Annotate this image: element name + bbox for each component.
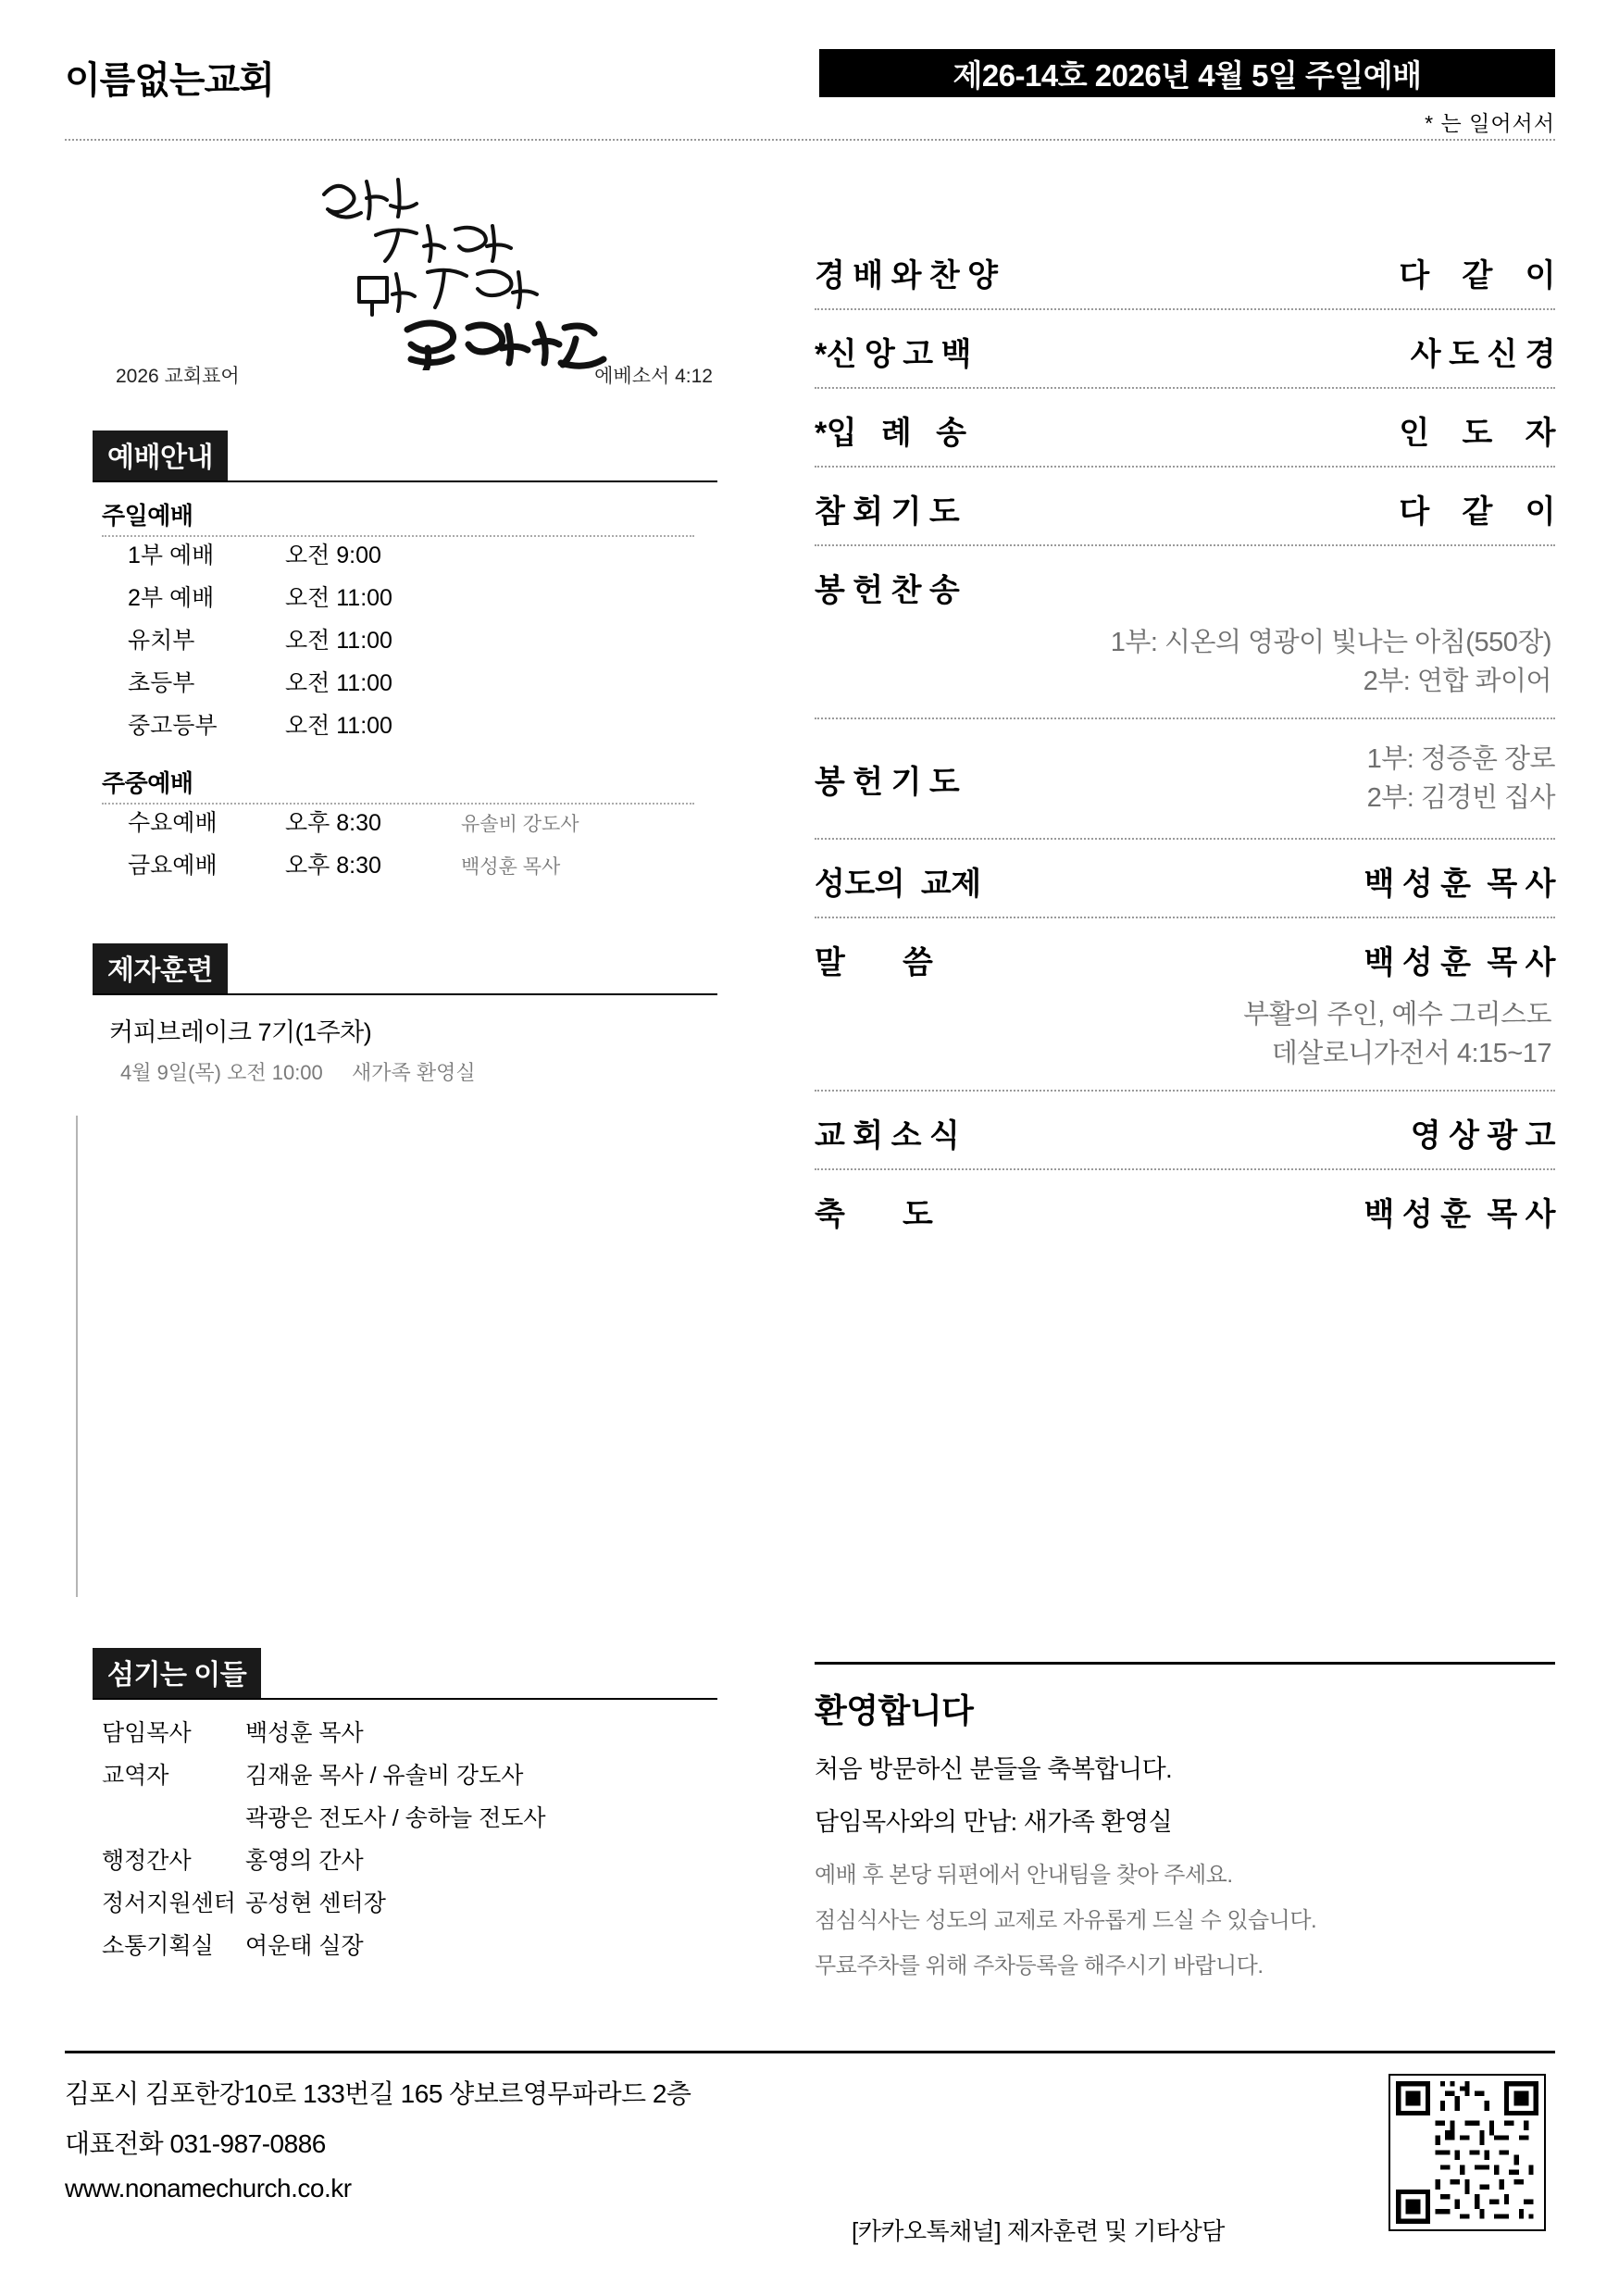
footer-address: 김포시 김포한강10로 133번길 165 샹보르영무파라드 2층 — [65, 2079, 691, 2108]
discipleship-date: 4월 9일(목) 오전 10:00 — [120, 1061, 323, 1084]
sunday-service-row — [128, 622, 768, 665]
weekday-service-row — [128, 847, 768, 890]
worship-info-section — [65, 430, 768, 890]
left-vertical-rule — [76, 1116, 78, 1597]
sunday-service-time: 오전 9:00 — [285, 543, 381, 568]
order-item — [815, 544, 1555, 718]
sunday-service-name: 1부 예배 — [128, 543, 215, 568]
servers-underline — [93, 1698, 717, 1700]
welcome-lines — [815, 1749, 1555, 1838]
order-leader: 사 도 신 경 — [1410, 337, 1555, 372]
order-title: 교 회 소 식 — [815, 1118, 960, 1154]
welcome-note: 점심식사는 성도의 교제로 자유롭게 드실 수 있습니다. — [815, 1908, 1317, 1933]
order-of-worship — [815, 231, 1555, 1247]
welcome-section — [815, 1662, 1555, 1979]
footer-website[interactable]: www.nonamechurch.co.kr — [65, 2174, 352, 2202]
slogan-year-label: 2026 교회표어 — [116, 366, 240, 387]
order-item — [815, 718, 1555, 838]
server-row — [102, 1928, 796, 1970]
server-role: 교역자 — [102, 1763, 169, 1789]
page-footer — [65, 2074, 1555, 2216]
left-column — [65, 162, 768, 1086]
welcome-divider — [815, 1662, 1555, 1665]
discipleship-title: 제자훈련 — [93, 943, 228, 993]
server-name: 곽광은 전도사 / 송하늘 전도사 — [245, 1805, 546, 1831]
servers-list — [65, 1715, 796, 1970]
issue-banner: 제26-14호 2026년 4월 5일 주일예배 — [819, 49, 1555, 97]
page-header — [65, 51, 1555, 135]
order-item — [815, 917, 1555, 1090]
weekday-service-person: 백성훈 목사 — [461, 856, 561, 878]
order-leader: 영 상 광 고 — [1410, 1118, 1555, 1154]
order-item — [815, 1168, 1555, 1247]
order-item — [815, 387, 1555, 466]
server-row — [102, 1842, 796, 1885]
sunday-service-name: 2부 예배 — [128, 585, 215, 611]
order-title: 성도의 교제 — [815, 867, 981, 903]
standing-note: * 는 일어서서 — [1425, 111, 1555, 135]
worship-info-title: 예배안내 — [93, 430, 228, 480]
order-leader: 백 성 훈 목 사 — [1364, 1197, 1555, 1233]
server-name: 백성훈 목사 — [245, 1720, 364, 1746]
footer-divider — [65, 2051, 1555, 2053]
order-leader: 백 성 훈 목 사 — [1364, 945, 1555, 981]
order-title: *입 례 송 — [815, 416, 966, 451]
weekday-service-row — [128, 805, 768, 847]
slogan-bible-reference: 에베소서 4:12 — [594, 366, 713, 387]
order-title: *신 앙 고 백 — [815, 337, 971, 372]
weekday-service-list — [65, 805, 768, 890]
sunday-service-row — [128, 537, 768, 580]
order-leader: 인 도 자 — [1399, 416, 1555, 451]
order-item — [815, 838, 1555, 917]
weekday-service-person: 유솔비 강도사 — [461, 814, 579, 835]
weekday-service-label: 주중예배 — [102, 769, 193, 797]
servers-section — [65, 1648, 796, 1970]
sunday-service-row — [128, 707, 768, 750]
server-name: 공성현 센터장 — [245, 1890, 386, 1916]
server-name: 홍영의 간사 — [245, 1848, 364, 1874]
order-title: 봉 헌 찬 송 — [815, 573, 960, 608]
order-detail-line: 부활의 주인, 예수 그리스도 — [1243, 1000, 1551, 1030]
server-row — [102, 1715, 796, 1757]
footer-phone: 대표전화 031-987-0886 — [65, 2129, 326, 2158]
order-title: 참 회 기 도 — [815, 494, 960, 530]
order-leader: 다 같 이 — [1399, 494, 1555, 530]
order-title: 봉 헌 기 도 — [815, 764, 960, 800]
order-leader: 다 같 이 — [1399, 258, 1555, 293]
server-role: 담임목사 — [102, 1720, 192, 1746]
welcome-notes — [815, 1856, 1555, 1979]
sunday-service-row — [128, 665, 768, 707]
church-name: 이름없는교회 — [65, 60, 274, 101]
discipleship-program: 커피브레이크 7기(1주차) — [109, 1018, 372, 1046]
order-item — [815, 308, 1555, 387]
worship-info-underline — [93, 480, 717, 482]
server-row — [102, 1885, 796, 1928]
sunday-service-name: 유치부 — [128, 628, 195, 654]
order-detail-line: 2부: 연합 콰이어 — [1363, 667, 1551, 697]
order-detail-line: 1부: 시온의 영광이 빛나는 아침(550장) — [1110, 628, 1551, 657]
weekday-service-name: 수요예배 — [128, 810, 218, 836]
server-role: 행정간사 — [102, 1848, 192, 1874]
sunday-service-time: 오전 11:00 — [285, 585, 392, 611]
weekday-service-time: 오후 8:30 — [285, 810, 381, 836]
order-detail-line: 1부: 정증훈 장로 — [1366, 744, 1555, 775]
slogan-calligraphy-icon — [287, 157, 620, 370]
order-item — [815, 1090, 1555, 1168]
discipleship-underline — [93, 993, 717, 995]
discipleship-place: 새가족 환영실 — [352, 1061, 476, 1084]
sunday-service-time: 오전 11:00 — [285, 628, 392, 654]
order-detail — [815, 995, 1555, 1090]
qr-code-icon[interactable] — [1389, 2074, 1546, 2231]
order-detail-line: 2부: 김경빈 집사 — [1366, 783, 1555, 814]
welcome-note: 무료주차를 위해 주차등록을 해주시기 바랍니다. — [815, 1953, 1264, 1978]
sunday-service-time: 오전 11:00 — [285, 670, 392, 696]
order-detail — [815, 623, 1555, 718]
server-row — [102, 1800, 796, 1842]
server-name: 김재윤 목사 / 유솔비 강도사 — [245, 1763, 524, 1789]
order-title: 축 도 — [815, 1197, 933, 1233]
order-detail — [1367, 740, 1555, 817]
weekday-service-name: 금요예배 — [128, 853, 218, 879]
discipleship-section — [65, 943, 768, 1086]
order-detail-line: 데살로니가전서 4:15~17 — [1271, 1039, 1551, 1069]
welcome-title: 환영합니다 — [815, 1691, 974, 1729]
server-row — [102, 1757, 796, 1800]
weekday-service-time: 오후 8:30 — [285, 853, 381, 879]
order-item — [815, 231, 1555, 308]
slogan-block — [65, 162, 768, 430]
sunday-service-name: 초등부 — [128, 670, 195, 696]
footer-kakao-note: [카카오톡채널] 제자훈련 및 기타상담 — [852, 2217, 1225, 2245]
sunday-service-name: 중고등부 — [128, 713, 218, 739]
sunday-service-label: 주일예배 — [102, 502, 193, 530]
order-leader: 백 성 훈 목 사 — [1364, 867, 1555, 903]
order-item — [815, 466, 1555, 544]
sunday-service-time: 오전 11:00 — [285, 713, 392, 739]
sunday-service-row — [128, 580, 768, 622]
servers-title: 섬기는 이들 — [93, 1648, 261, 1698]
order-title: 말 씀 — [815, 945, 933, 981]
order-title: 경 배 와 찬 양 — [815, 258, 998, 293]
server-name: 여운태 실장 — [245, 1933, 364, 1959]
server-role: 소통기획실 — [102, 1933, 214, 1959]
welcome-line: 담임목사와의 만남: 새가족 환영실 — [815, 1808, 1173, 1836]
server-role: 정서지원센터 — [102, 1890, 236, 1916]
welcome-note: 예배 후 본당 뒤편에서 안내팀을 찾아 주세요. — [815, 1863, 1233, 1888]
header-divider — [65, 139, 1555, 141]
welcome-line: 처음 방문하신 분들을 축복합니다. — [815, 1755, 1173, 1783]
sunday-service-list — [65, 537, 768, 750]
